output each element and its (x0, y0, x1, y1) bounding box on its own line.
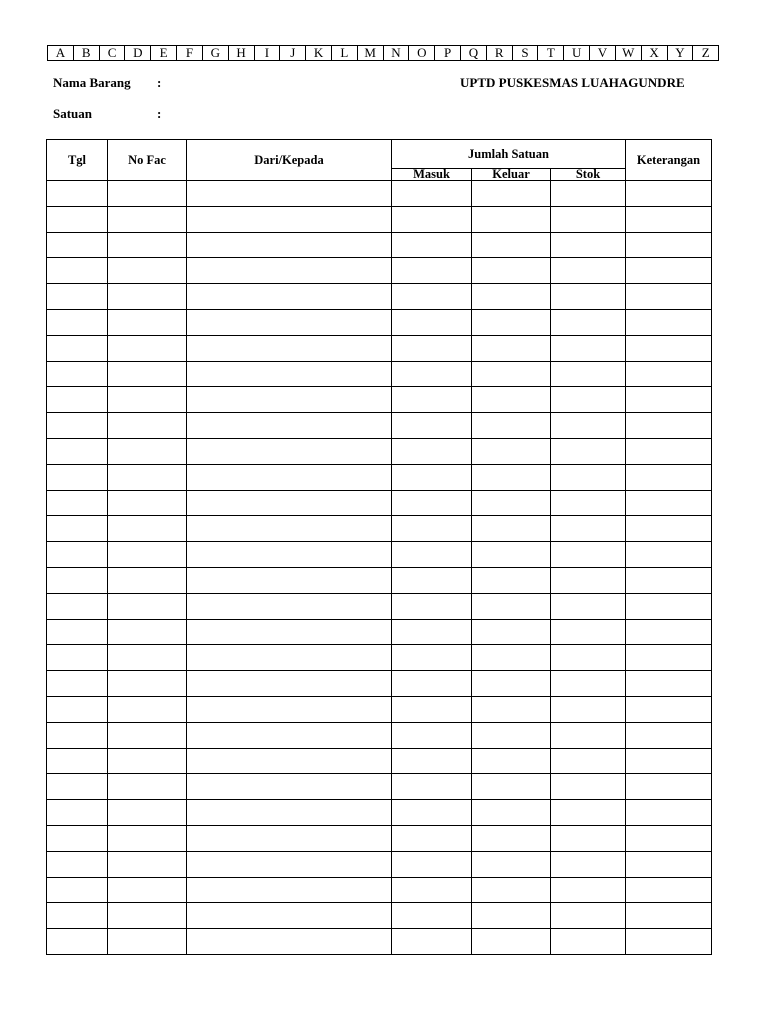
table-cell (187, 877, 392, 903)
table-row (47, 696, 712, 722)
table-cell (472, 387, 551, 413)
table-cell (187, 309, 392, 335)
table-cell (47, 645, 108, 671)
table-cell (108, 284, 187, 310)
table-cell (551, 567, 626, 593)
table-cell (626, 851, 712, 877)
table-cell (626, 903, 712, 929)
table-cell (551, 825, 626, 851)
table-row (47, 181, 712, 207)
table-cell (626, 645, 712, 671)
table-cell (626, 800, 712, 826)
table-cell (187, 722, 392, 748)
table-row (47, 464, 712, 490)
nama-barang-label: Nama Barang (53, 75, 131, 90)
table-cell (551, 309, 626, 335)
table-cell (108, 851, 187, 877)
table-row (47, 800, 712, 826)
table-cell (392, 335, 472, 361)
table-row (47, 567, 712, 593)
table-cell (187, 774, 392, 800)
table-cell (551, 464, 626, 490)
table-row (47, 232, 712, 258)
table-cell (551, 542, 626, 568)
table-cell (551, 877, 626, 903)
table-cell (47, 671, 108, 697)
satuan-colon: : (157, 106, 162, 121)
table-cell (472, 903, 551, 929)
table-cell (472, 645, 551, 671)
table-cell (47, 490, 108, 516)
table-cell (392, 309, 472, 335)
table-cell (551, 438, 626, 464)
table-cell (392, 929, 472, 955)
table-cell (47, 877, 108, 903)
table-cell (472, 619, 551, 645)
table-cell (108, 696, 187, 722)
table-cell (108, 438, 187, 464)
table-cell (551, 335, 626, 361)
table-cell (472, 232, 551, 258)
table-cell (47, 619, 108, 645)
table-cell (187, 619, 392, 645)
table-cell (108, 181, 187, 207)
table-cell (392, 877, 472, 903)
table-cell (392, 567, 472, 593)
table-cell (472, 825, 551, 851)
alphabet-letter: M (357, 46, 383, 60)
table-cell (626, 490, 712, 516)
col-header-jumlah-satuan: Jumlah Satuan (392, 140, 626, 169)
table-cell (626, 542, 712, 568)
col-header-masuk: Masuk (392, 169, 472, 181)
table-cell (472, 438, 551, 464)
table-cell (47, 284, 108, 310)
table-cell (392, 671, 472, 697)
table-cell (626, 284, 712, 310)
table-cell (472, 181, 551, 207)
table-cell (392, 206, 472, 232)
table-cell (551, 284, 626, 310)
table-cell (626, 567, 712, 593)
table-cell (626, 258, 712, 284)
table-cell (392, 232, 472, 258)
table-cell (472, 309, 551, 335)
table-cell (47, 593, 108, 619)
table-cell (392, 181, 472, 207)
table-cell (626, 825, 712, 851)
alphabet-letter: O (408, 46, 434, 60)
satuan-label: Satuan (53, 106, 93, 121)
table-cell (108, 774, 187, 800)
table-cell (108, 903, 187, 929)
alphabet-letter: Q (460, 46, 486, 60)
table-cell (108, 722, 187, 748)
alphabet-letter: Y (667, 46, 693, 60)
table-cell (47, 438, 108, 464)
col-header-stok: Stok (551, 169, 626, 181)
alphabet-letter: W (615, 46, 641, 60)
table-cell (108, 335, 187, 361)
table-row (47, 929, 712, 955)
table-cell (472, 593, 551, 619)
table-cell (626, 748, 712, 774)
table-cell (108, 361, 187, 387)
table-cell (47, 696, 108, 722)
table-cell (392, 516, 472, 542)
table-cell (472, 361, 551, 387)
table-cell (47, 258, 108, 284)
table-cell (472, 284, 551, 310)
table-cell (392, 593, 472, 619)
table-cell (472, 516, 551, 542)
table-cell (551, 800, 626, 826)
nama-barang-colon: : (157, 75, 162, 90)
table-cell (392, 464, 472, 490)
table-cell (551, 748, 626, 774)
table-cell (187, 696, 392, 722)
table-cell (392, 258, 472, 284)
col-header-keterangan: Keterangan (626, 140, 712, 181)
alphabet-letter: E (150, 46, 176, 60)
table-cell (472, 748, 551, 774)
table-cell (187, 206, 392, 232)
table-row (47, 877, 712, 903)
table-cell (551, 387, 626, 413)
alphabet-letter: A (55, 45, 66, 60)
col-header-keluar: Keluar (472, 169, 551, 181)
alphabet-letter: J (279, 46, 305, 60)
table-cell (187, 464, 392, 490)
table-row (47, 903, 712, 929)
table-cell (551, 851, 626, 877)
alphabet-letter: S (512, 46, 538, 60)
table-cell (187, 567, 392, 593)
table-cell (626, 696, 712, 722)
table-cell (551, 619, 626, 645)
table-cell (626, 232, 712, 258)
table-cell (47, 825, 108, 851)
table-cell (626, 361, 712, 387)
table-cell (392, 696, 472, 722)
table-cell (108, 516, 187, 542)
table-cell (626, 722, 712, 748)
table-cell (472, 851, 551, 877)
table-cell (47, 232, 108, 258)
table-cell (551, 696, 626, 722)
table-row (47, 413, 712, 439)
table-row (47, 361, 712, 387)
table-cell (472, 929, 551, 955)
institution-name: UPTD PUSKESMAS LUAHAGUNDRE (460, 75, 685, 90)
table-cell (551, 413, 626, 439)
table-row (47, 490, 712, 516)
table-cell (626, 516, 712, 542)
table-cell (551, 722, 626, 748)
table-cell (47, 774, 108, 800)
alphabet-letter: B (73, 46, 99, 60)
table-cell (626, 619, 712, 645)
table-cell (187, 258, 392, 284)
table-cell (47, 722, 108, 748)
table-cell (551, 516, 626, 542)
table-cell (392, 800, 472, 826)
table-cell (472, 258, 551, 284)
table-cell (47, 567, 108, 593)
table-row (47, 851, 712, 877)
table-cell (47, 206, 108, 232)
table-cell (47, 542, 108, 568)
table-cell (187, 413, 392, 439)
table-row (47, 593, 712, 619)
table-cell (47, 181, 108, 207)
alphabet-letter: F (176, 46, 202, 60)
table-cell (187, 181, 392, 207)
table-cell (551, 181, 626, 207)
table-cell (551, 774, 626, 800)
table-cell (187, 516, 392, 542)
table-cell (626, 387, 712, 413)
table-cell (551, 206, 626, 232)
table-cell (108, 593, 187, 619)
table-cell (551, 232, 626, 258)
table-cell (108, 567, 187, 593)
table-row (47, 671, 712, 697)
stock-card-table (46, 139, 712, 955)
table-cell (108, 619, 187, 645)
table-row (47, 309, 712, 335)
table-cell (187, 335, 392, 361)
table-cell (187, 748, 392, 774)
table-cell (108, 542, 187, 568)
table-cell (626, 774, 712, 800)
table-cell (187, 800, 392, 826)
table-cell (626, 877, 712, 903)
table-cell (392, 774, 472, 800)
table-cell (626, 335, 712, 361)
table-cell (472, 567, 551, 593)
table-cell (47, 335, 108, 361)
alphabet-letter: C (99, 46, 125, 60)
table-cell (392, 722, 472, 748)
table-cell (108, 929, 187, 955)
alphabet-letter: K (305, 46, 331, 60)
alphabet-letter: Z (692, 46, 718, 60)
table-cell (472, 413, 551, 439)
table-cell (392, 645, 472, 671)
table-cell (47, 309, 108, 335)
table-cell (472, 335, 551, 361)
table-cell (47, 516, 108, 542)
table-cell (187, 542, 392, 568)
table-cell (626, 671, 712, 697)
table-cell (472, 774, 551, 800)
table-row (47, 258, 712, 284)
table-cell (187, 825, 392, 851)
alphabet-letter: N (383, 46, 409, 60)
table-cell (47, 800, 108, 826)
table-cell (392, 284, 472, 310)
table-row (47, 619, 712, 645)
table-cell (392, 490, 472, 516)
table-cell (108, 464, 187, 490)
table-row (47, 516, 712, 542)
table-cell (472, 696, 551, 722)
table-row (47, 387, 712, 413)
table-cell (551, 903, 626, 929)
table-cell (108, 309, 187, 335)
table-cell (187, 903, 392, 929)
table-cell (108, 748, 187, 774)
alphabet-letter: H (228, 46, 254, 60)
table-cell (392, 825, 472, 851)
table-cell (47, 361, 108, 387)
table-cell (626, 438, 712, 464)
table-cell (626, 309, 712, 335)
table-cell (626, 413, 712, 439)
table-row (47, 542, 712, 568)
table-cell (392, 387, 472, 413)
table-cell (47, 929, 108, 955)
table-cell (472, 671, 551, 697)
table-cell (472, 877, 551, 903)
col-header-tgl: Tgl (47, 140, 108, 181)
table-cell (472, 490, 551, 516)
table-cell (47, 748, 108, 774)
table-row (47, 748, 712, 774)
table-cell (472, 722, 551, 748)
alphabet-letter: R (486, 46, 512, 60)
table-cell (626, 181, 712, 207)
table-cell (108, 671, 187, 697)
table-row (47, 284, 712, 310)
col-header-no-fac: No Fac (108, 140, 187, 181)
table-cell (551, 258, 626, 284)
alphabet-letter: G (202, 46, 228, 60)
table-cell (392, 851, 472, 877)
alphabet-letter: D (124, 46, 150, 60)
alphabet-letter: I (254, 46, 280, 60)
table-cell (47, 851, 108, 877)
table-cell (626, 593, 712, 619)
alphabet-letter: V (589, 46, 615, 60)
table-cell (392, 361, 472, 387)
alphabet-index-strip (47, 45, 719, 61)
table-cell (551, 645, 626, 671)
table-cell (551, 490, 626, 516)
table-cell (108, 800, 187, 826)
alphabet-letter: X (641, 46, 667, 60)
alphabet-letter: L (331, 46, 357, 60)
table-cell (187, 851, 392, 877)
table-cell (47, 413, 108, 439)
table-cell (47, 387, 108, 413)
table-cell (108, 645, 187, 671)
table-cell (551, 671, 626, 697)
table-cell (551, 929, 626, 955)
table-cell (472, 206, 551, 232)
table-cell (392, 903, 472, 929)
table-cell (187, 593, 392, 619)
table-cell (47, 464, 108, 490)
table-cell (472, 542, 551, 568)
table-cell (187, 671, 392, 697)
table-cell (187, 490, 392, 516)
table-row (47, 438, 712, 464)
table-cell (392, 748, 472, 774)
col-header-dari-kepada: Dari/Kepada (187, 140, 392, 181)
table-cell (472, 800, 551, 826)
table-cell (108, 206, 187, 232)
table-row (47, 206, 712, 232)
table-cell (187, 232, 392, 258)
alphabet-letter: P (434, 46, 460, 60)
table-cell (108, 877, 187, 903)
table-row (47, 722, 712, 748)
alphabet-letter: U (563, 46, 589, 60)
table-row (47, 335, 712, 361)
table-row (47, 774, 712, 800)
table-cell (187, 387, 392, 413)
table-row (47, 645, 712, 671)
table-cell (187, 284, 392, 310)
table-cell (392, 413, 472, 439)
table-cell (392, 438, 472, 464)
table-cell (47, 903, 108, 929)
table-cell (392, 619, 472, 645)
table-cell (626, 464, 712, 490)
table-cell (108, 825, 187, 851)
table-cell (108, 232, 187, 258)
table-row (47, 825, 712, 851)
table-cell (187, 361, 392, 387)
table-cell (392, 542, 472, 568)
table-cell (187, 438, 392, 464)
table-cell (472, 464, 551, 490)
table-cell (108, 490, 187, 516)
table-cell (187, 929, 392, 955)
table-cell (626, 929, 712, 955)
table-cell (187, 645, 392, 671)
table-cell (551, 593, 626, 619)
table-cell (626, 206, 712, 232)
table-cell (108, 387, 187, 413)
table-cell (108, 258, 187, 284)
table-cell (108, 413, 187, 439)
table-cell (551, 361, 626, 387)
alphabet-letter: T (537, 46, 563, 60)
